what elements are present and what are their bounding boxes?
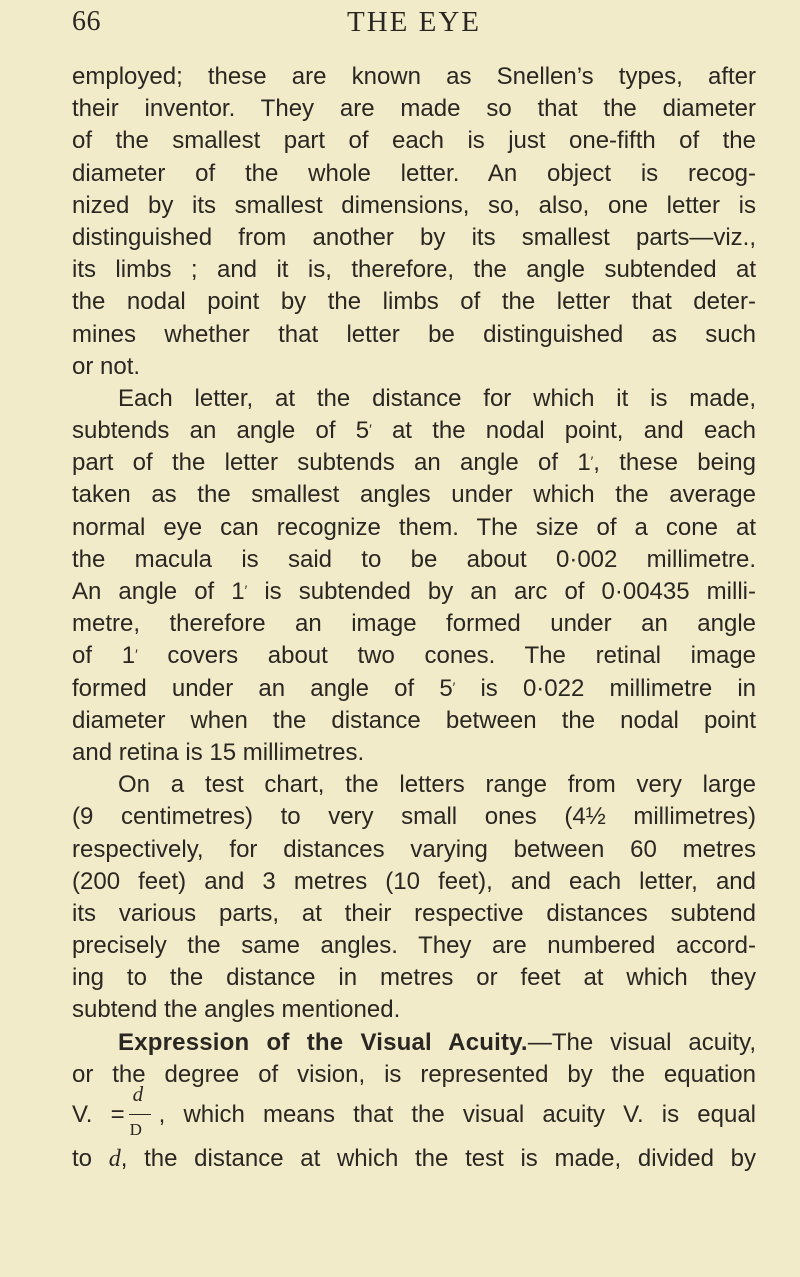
text-line: (200 feet) and 3 metres (10 feet), and each letter, and bbox=[72, 867, 756, 895]
text-line: precisely the same angles. They are numbered accord- bbox=[72, 932, 756, 960]
text-line: its limbs ; and it is, therefore, the angle subtended at bbox=[72, 256, 756, 284]
running-title: THE EYE bbox=[347, 6, 481, 38]
page-header bbox=[72, 6, 756, 46]
text-line: the nodal point by the limbs of the letter that deter- bbox=[72, 288, 756, 316]
text-line: mines whether that letter be distinguished as such bbox=[72, 320, 756, 348]
body-text bbox=[72, 61, 756, 1175]
text-line: taken as the smallest angles under which the average bbox=[72, 481, 756, 509]
text-line: ing to the distance in metres or feet at which they bbox=[72, 964, 756, 992]
text-line: diameter of the whole letter. An object is recog- bbox=[72, 159, 756, 187]
text-line: of the smallest part of each is just one-fifth of the bbox=[72, 127, 756, 155]
text-line: respectively, for distances varying between 60 metres bbox=[72, 835, 756, 863]
text-line: of 1′ covers about two cones. The retinal image bbox=[72, 642, 757, 670]
text-line: employed; these are known as Snellen’s types, after bbox=[72, 63, 756, 90]
text-line: On a test chart, the letters range from very large bbox=[118, 771, 756, 799]
text-line: and retina is 15 millimetres. bbox=[72, 738, 365, 766]
text-line: nized by its smallest dimensions, so, also, one letter is bbox=[72, 191, 756, 219]
text-line: their inventor. They are made so that the diameter bbox=[72, 95, 756, 123]
equation-fraction bbox=[125, 1081, 159, 1139]
text-line: An angle of 1′ is subtended by an arc of 0·00435 milli- bbox=[72, 578, 756, 605]
equation-line: V. = $\frac{d}{D}$ , which means that the visual acuity V. is equal bbox=[72, 1099, 756, 1143]
text-line: subtend the angles mentioned. bbox=[72, 996, 401, 1024]
text-line: or the degree of vision, is represented by the equation bbox=[72, 1060, 756, 1088]
text-line: (9 centimetres) to very small ones (4½ millimetres) bbox=[72, 803, 756, 831]
section-heading-line: Expression of the Visual Acuity.—The visual acuity, bbox=[118, 1028, 756, 1056]
text-line: the macula is said to be about 0·002 millimetre. bbox=[72, 545, 756, 573]
text-line: its various parts, at their respective distances subtend bbox=[72, 899, 756, 927]
text-line: normal eye can recognize them. The size of a cone at bbox=[72, 513, 756, 541]
text-line: metre, therefore an image formed under an angle bbox=[72, 610, 756, 638]
text-line: distinguished from another by its smallest parts—viz., bbox=[72, 223, 756, 251]
fraction-denominator: D bbox=[129, 1119, 142, 1139]
text-line: to d, the distance at which the test is made, divided by bbox=[72, 1145, 756, 1172]
page-number: 66 bbox=[72, 6, 101, 37]
section-heading: Expression of the Visual Acuity. bbox=[118, 1028, 528, 1056]
fraction-numerator: d bbox=[132, 1081, 144, 1106]
text-line: or not. bbox=[72, 352, 141, 380]
text-line: formed under an angle of 5′ is 0·022 millimetre in bbox=[72, 674, 757, 702]
equation-lhs: V. = bbox=[72, 1101, 125, 1128]
text-line: diameter when the distance between the nodal point bbox=[72, 706, 756, 734]
text-line: Each letter, at the distance for which it is made, bbox=[118, 384, 756, 412]
text-line: subtends an angle of 5′ at the nodal point, and each bbox=[72, 417, 757, 445]
text-line: part of the letter subtends an angle of 1′, these being bbox=[72, 449, 756, 477]
